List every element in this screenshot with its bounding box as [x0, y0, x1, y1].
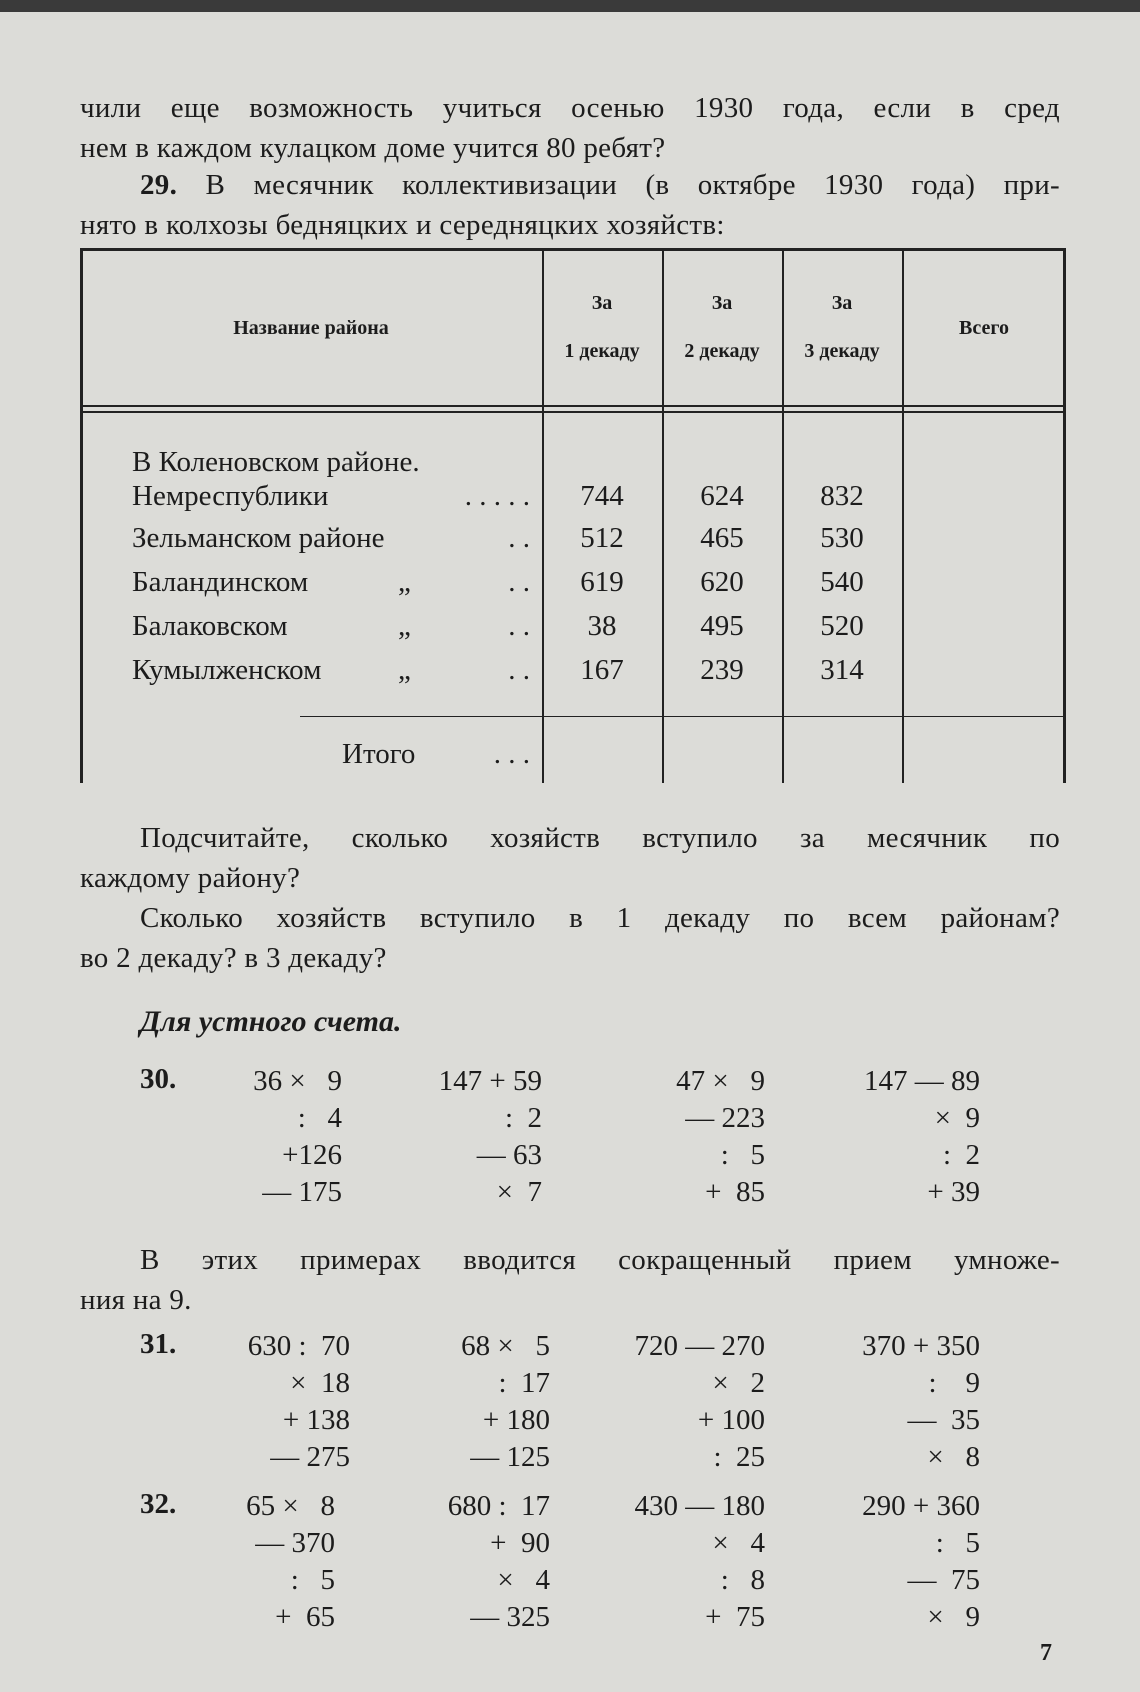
exercise-32-number: 32.: [140, 1488, 177, 1520]
row-dots: . . . . .: [464, 480, 530, 512]
row-name: Баландинском: [132, 566, 309, 598]
row-value-d1: 512: [580, 522, 624, 554]
total-dots: . . .: [493, 738, 530, 770]
row-value-d3: 530: [820, 522, 864, 554]
exercise-31-col-2: 68 × 5 : 17 + 180 — 125: [461, 1330, 550, 1473]
row-value-d3: 314: [820, 654, 864, 686]
question-1-line-2: каждому району?: [80, 862, 301, 894]
page-number: 7: [1040, 1640, 1052, 1666]
oral-section-title: Для устного счета.: [140, 1005, 402, 1038]
row-value-d3: 520: [820, 610, 864, 642]
exercise-32-col-4: 290 + 360 : 5 — 75 × 9: [862, 1490, 980, 1633]
group-title: В Коленовском районе.: [132, 446, 420, 478]
table-top-border: [80, 248, 1066, 251]
row-value-d1: 38: [587, 610, 617, 642]
row-value-d1: 744: [580, 480, 624, 512]
row-value-d1: 167: [580, 654, 624, 686]
row-dots: . .: [508, 522, 530, 554]
header-rule-1: [80, 405, 1066, 407]
row-name: Зельманском районе: [132, 522, 385, 554]
question-2-line-1: Сколько хозяйств вступило в 1 декаду по всем районам?: [140, 902, 1060, 934]
row-dots: . .: [508, 566, 530, 598]
row-value-d3: 540: [820, 566, 864, 598]
row-name: Балаковском: [132, 610, 288, 642]
row-value-d2: 239: [700, 654, 744, 686]
row-dots: . .: [508, 654, 530, 686]
problem-29-text-1: В месячник коллективизации (в октябре 1930 года) при-: [205, 169, 1060, 201]
exercise-32-col-3: 430 — 180 × 4 : 8 + 75: [634, 1490, 765, 1633]
question-1-line-1: Подсчитайте, сколько хозяйств вступило за месячник по: [140, 822, 1060, 854]
header-rule-2: [80, 411, 1066, 413]
header-d3-top: За: [831, 292, 853, 314]
header-name: Название района: [233, 317, 389, 339]
row-ditto: „: [398, 610, 411, 642]
header-d2-bottom: 2 декаду: [684, 340, 760, 362]
total-rule: [300, 716, 1066, 717]
header-d3-bottom: 3 декаду: [804, 340, 880, 362]
row-name: Немреспублики: [132, 480, 329, 512]
row-value-d1: 619: [580, 566, 624, 598]
intro-line-1: чили еще возможность учиться осенью 1930 года, если в сред: [80, 92, 1060, 124]
exercise-30-col-4: 147 — 89 × 9 : 2 + 39: [864, 1065, 980, 1208]
exercise-31-col-4: 370 + 350 : 9 — 35 × 8: [862, 1330, 980, 1473]
note-line-1: В этих примерах вводится сокращенный прием умноже-: [140, 1244, 1060, 1276]
exercise-30-col-3: 47 × 9 — 223 : 5 + 85: [676, 1065, 765, 1208]
row-value-d3: 832: [820, 480, 864, 512]
row-value-d2: 465: [700, 522, 744, 554]
exercise-30-number: 30.: [140, 1063, 177, 1095]
exercise-31-number: 31.: [140, 1328, 177, 1360]
collectivization-table: [80, 248, 1066, 783]
exercise-32-col-1: 65 × 8 — 370 : 5 + 65: [246, 1490, 335, 1633]
question-2-line-2: во 2 декаду? в 3 декаду?: [80, 942, 387, 974]
exercise-31-col-1: 630 : 70 × 18 + 138 — 275: [247, 1330, 350, 1473]
header-d2-top: За: [711, 292, 733, 314]
row-value-d2: 495: [700, 610, 744, 642]
row-value-d2: 620: [700, 566, 744, 598]
exercise-30-col-1: 36 × 9 : 4 +126 — 175: [253, 1065, 342, 1208]
total-label: Итого: [342, 738, 416, 770]
row-ditto: „: [398, 566, 411, 598]
header-total: Всего: [959, 317, 1009, 339]
header-d1-bottom: 1 декаду: [564, 340, 640, 362]
problem-29-line-2: нято в колхозы бедняцких и середняцких хозяйств:: [80, 209, 725, 241]
row-ditto: „: [398, 654, 411, 686]
exercise-31-col-3: 720 — 270 × 2 + 100 : 25: [634, 1330, 765, 1473]
row-name: Кумылженском: [132, 654, 322, 686]
exercise-30-col-2: 147 + 59 : 2 — 63 × 7: [438, 1065, 542, 1208]
intro-line-2: нем в каждом кулацком доме учится 80 ребят?: [80, 132, 666, 164]
header-d1-top: За: [591, 292, 613, 314]
row-value-d2: 624: [700, 480, 744, 512]
exercise-32-col-2: 680 : 17 + 90 × 4 — 325: [447, 1490, 550, 1633]
note-line-2: ния на 9.: [80, 1284, 192, 1316]
row-dots: . .: [508, 610, 530, 642]
problem-29-line-1: [80, 165, 1060, 205]
problem-number: 29.: [140, 169, 178, 201]
